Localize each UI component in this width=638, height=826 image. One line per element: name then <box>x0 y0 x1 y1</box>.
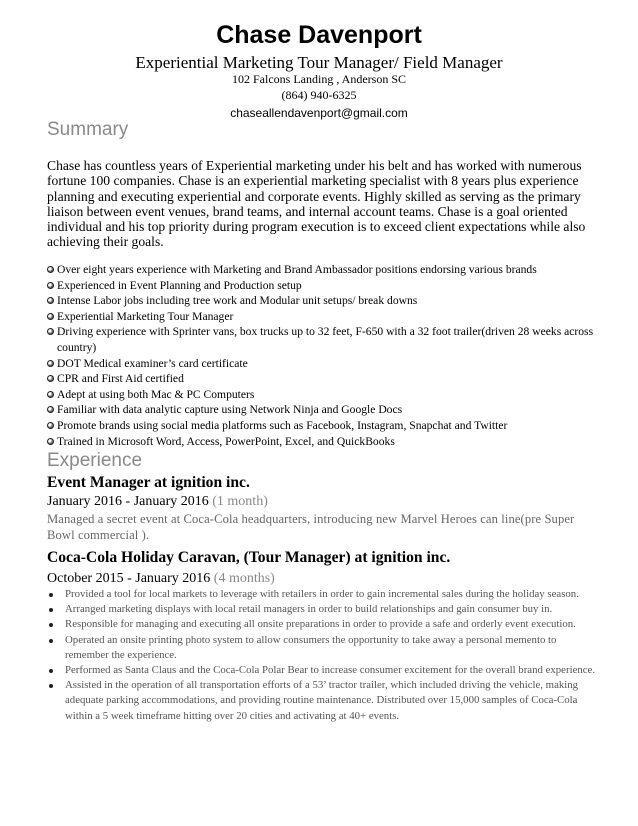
bullet-icon <box>49 593 53 597</box>
summary-item: Promote brands using social media platforms such as Facebook, Instagram, Snapchat and Twitter <box>47 418 607 434</box>
contact-phone: (864) 940-6325 <box>281 88 357 102</box>
bullet-icon <box>47 422 54 429</box>
bullet-icon <box>47 282 54 289</box>
job-title: Coca-Cola Holiday Caravan, (Tour Manager) at ignition inc. <box>47 549 451 566</box>
bullet-icon <box>47 438 54 445</box>
summary-item: CPR and First Aid certified <box>47 371 607 387</box>
bullet-icon <box>49 623 53 627</box>
summary-item: Adept at using both Mac & PC Computers <box>47 387 607 403</box>
job-title: Event Manager at ignition inc. <box>47 474 250 491</box>
bullet-icon <box>49 608 53 612</box>
summary-item: Familiar with data analytic capture using Network Ninja and Google Docs <box>47 402 607 418</box>
duty-item: Arranged marketing displays with local retail managers in order to build relationships and gain consumer buy in. <box>47 602 602 617</box>
summary-item: Driving experience with Sprinter vans, box trucks up to 32 feet, F-650 with a 32 foot trailer(driven 28 weeks across country) <box>47 324 607 355</box>
bullet-icon <box>47 266 54 273</box>
bullet-icon <box>49 684 53 688</box>
job-dates: January 2016 - January 2016 (1 month) <box>47 494 268 509</box>
job-duration: (4 months) <box>213 571 275 586</box>
summary-item: Experienced in Event Planning and Production setup <box>47 278 607 294</box>
job-description: Managed a secret event at Coca-Cola headquarters, introducing new Marvel Heroes can line(pre Super Bowl commercial ). <box>47 512 575 542</box>
bullet-icon <box>47 406 54 413</box>
bullet-icon <box>47 328 54 335</box>
job-dates: October 2015 - January 2016 (4 months) <box>47 571 275 586</box>
summary-item: Experiential Marketing Tour Manager <box>47 309 607 325</box>
summary-paragraph: Chase has countless years of Experiential marketing under his belt and has worked with numerous fortune 100 companies. Chase is an experiential marketing specialist with 8 years plus experience planning and executing experiential and corporate events. Highly skilled as serving as the primary liaison between event venues, brand teams, and internal account teams. Chase is a goal oriented individual and his top priority during program execution is to exceed client expectations while also achieving their goals. <box>47 158 586 250</box>
experience-heading: Experience <box>47 450 143 471</box>
candidate-headline: Experiential Marketing Tour Manager/ Field Manager <box>135 53 503 72</box>
summary-item: Intense Labor jobs including tree work and Modular unit setups/ break downs <box>47 293 607 309</box>
summary-item: DOT Medical examiner’s card certificate <box>47 356 607 372</box>
bullet-icon <box>47 297 54 304</box>
summary-item: Trained in Microsoft Word, Access, PowerPoint, Excel, and QuickBooks <box>47 434 607 450</box>
bullet-icon <box>47 375 54 382</box>
job-duration: (1 month) <box>212 494 268 509</box>
duty-item: Assisted in the operation of all transportation efforts of a 53’ tractor trailer, which included driving the vehicle, making adequate parking accommodations, and providing routine maintenance. Distributed over 15,000 samples of Coca-Cola within a 5 week timeframe hitting over 20 cities and activating at 40+ events. <box>47 678 602 724</box>
bullet-icon <box>47 313 54 320</box>
contact-email[interactable]: chaseallendavenport@gmail.com <box>230 106 408 120</box>
candidate-name: Chase Davenport <box>216 21 422 49</box>
summary-heading: Summary <box>47 119 129 140</box>
bullet-icon <box>49 669 53 673</box>
summary-list <box>47 262 607 449</box>
duty-item: Performed as Santa Claus and the Coca-Cola Polar Bear to increase consumer excitement for the overall brand experience. <box>47 663 602 678</box>
duty-list <box>47 587 602 724</box>
bullet-icon <box>49 639 53 643</box>
bullet-icon <box>47 360 54 367</box>
bullet-icon <box>47 391 54 398</box>
duty-item: Responsible for managing and executing all onsite preparations in order to provide a safe and orderly event execution. <box>47 617 602 632</box>
duty-item: Provided a tool for local markets to leverage with retailers in order to gain incremental sales during the holiday season. <box>47 587 602 602</box>
duty-item: Operated an onsite printing photo system to allow consumers the opportunity to take away a personal memento to remember the experience. <box>47 633 602 663</box>
contact-address: 102 Falcons Landing , Anderson SC <box>232 72 406 86</box>
summary-item: Over eight years experience with Marketing and Brand Ambassador positions endorsing various brands <box>47 262 607 278</box>
